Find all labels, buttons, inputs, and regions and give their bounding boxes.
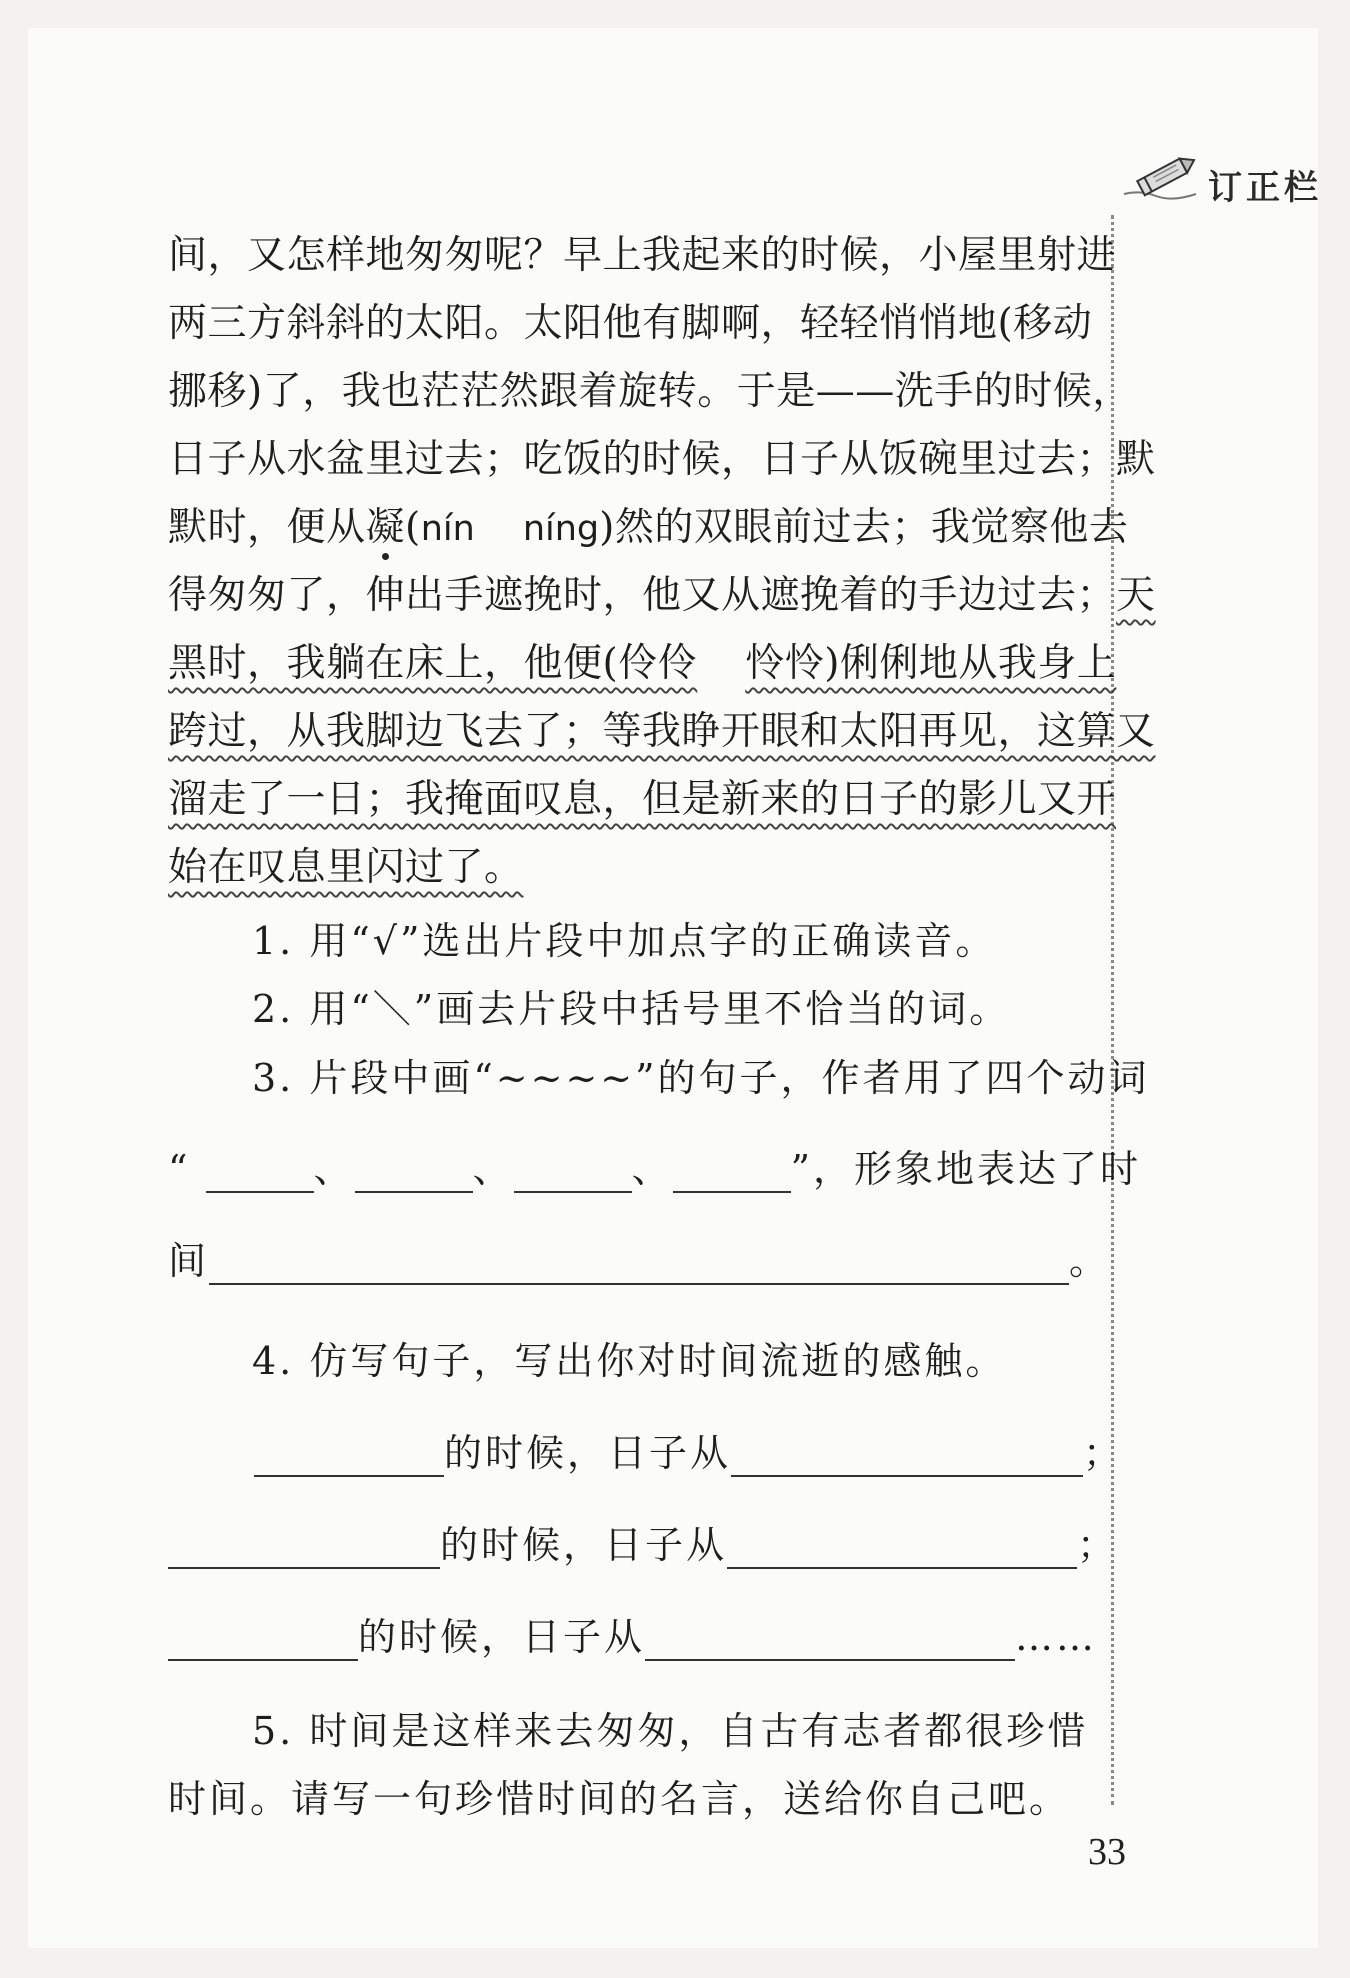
verb-blank-4[interactable]: [673, 1153, 791, 1193]
correction-column-badge: [1120, 140, 1350, 210]
wavy-underlined-text: 跨过，从我脚边飞去了；等我睁开眼和太阳再见，这算又: [168, 709, 1156, 754]
question-2: 2. 用“＼”画去片段中括号里不恰当的词。: [252, 987, 1011, 1031]
wavy-underlined-text: 怜怜)俐俐地从我身上: [745, 641, 1117, 686]
question-5-continued: 时间。请写一句珍惜时间的名言，送给你自己吧。: [168, 1777, 1071, 1821]
correction-column-label: 订正栏: [1208, 168, 1322, 208]
sentence-frame: 的时候，日子从: [440, 1523, 728, 1567]
answer-blank[interactable]: [168, 1529, 440, 1569]
separator: 、: [631, 1147, 673, 1191]
passage-line: [168, 698, 1156, 766]
page-number: 33: [1088, 1831, 1126, 1873]
ellipsis: ……: [1015, 1615, 1098, 1659]
imitation-line-3: [168, 1606, 1097, 1661]
dotted-character: 凝: [365, 505, 406, 550]
passage-line: 两三方斜斜的太阳。太阳他有脚啊，轻轻悄悄地(移动: [168, 301, 1093, 346]
question-5: 5. 时间是这样来去匆匆，自古有志者都很珍惜: [252, 1709, 1089, 1753]
period: 。: [1069, 1239, 1111, 1283]
separator: 、: [313, 1147, 355, 1191]
imitation-line-2: [168, 1514, 1118, 1569]
question-text: 间: [168, 1239, 210, 1283]
separator: 、: [472, 1147, 514, 1191]
passage-line: [168, 630, 1117, 698]
pinyin-option-1[interactable]: nín: [420, 509, 475, 549]
reading-passage: [168, 222, 1156, 902]
passage-line: [168, 834, 1100, 902]
passage-line: 挪移)了，我也茫茫然跟着旋转。于是——洗手的时候，: [168, 369, 1132, 414]
passage-line: 间，又怎样地匆匆呢？早上我起来的时候，小屋里射进: [168, 233, 1117, 278]
wavy-underlined-text: 始在叹息里闪过了。: [168, 845, 524, 890]
question-3-verbs-line: [168, 1138, 1141, 1193]
passage-text: )然的双眼前过去；我觉察他去: [599, 505, 1129, 550]
pencil-icon: [1120, 150, 1200, 205]
pinyin-option-2[interactable]: níng: [522, 509, 600, 549]
semicolon: ；: [1077, 1523, 1119, 1567]
answer-blank[interactable]: [254, 1437, 444, 1477]
passage-text: 得匆匆了，伸出手遮挽时，他又从遮挽着的手边过去；: [168, 573, 1117, 618]
question-text: ”，形象地表达了时: [790, 1147, 1142, 1191]
wavy-underlined-text: 黑时，我躺在床上，他便(伶伶: [168, 641, 698, 686]
sentence-frame: 的时候，日子从: [444, 1431, 732, 1475]
quote-mark: “: [168, 1147, 191, 1191]
passage-line: [168, 766, 1117, 834]
semicolon: ；: [1083, 1431, 1125, 1475]
sentence-frame: 的时候，日子从: [358, 1615, 646, 1659]
verb-blank-2[interactable]: [355, 1153, 473, 1193]
passage-line: [168, 562, 1156, 630]
question-3: 3. 片段中画“~~~~”的句子，作者用了四个动词: [252, 1056, 1150, 1100]
passage-text: 默时，便从: [168, 505, 366, 550]
answer-blank[interactable]: [168, 1621, 358, 1661]
answer-blank[interactable]: [727, 1529, 1077, 1569]
passage-text: (: [405, 505, 421, 550]
question-3-answer-line: [168, 1230, 1110, 1285]
question-4: 4. 仿写句子，写出你对时间流逝的感触。: [252, 1339, 1007, 1383]
answer-blank[interactable]: [209, 1245, 1069, 1285]
verb-blank-3[interactable]: [514, 1153, 632, 1193]
wavy-underlined-text: 溜走了一日；我掩面叹息，但是新来的日子的影儿又开: [168, 777, 1117, 822]
answer-blank[interactable]: [731, 1437, 1083, 1477]
question-1: 1. 用“√”选出片段中加点字的正确读音。: [252, 919, 997, 963]
verb-blank-1[interactable]: [206, 1153, 314, 1193]
answer-blank[interactable]: [645, 1621, 1015, 1661]
passage-line: 日子从水盆里过去；吃饭的时候，日子从饭碗里过去；默: [168, 437, 1156, 482]
passage-line-pinyin: [168, 494, 1129, 562]
imitation-line-1: [254, 1422, 1124, 1477]
wavy-underlined-text: 天: [1116, 573, 1156, 618]
